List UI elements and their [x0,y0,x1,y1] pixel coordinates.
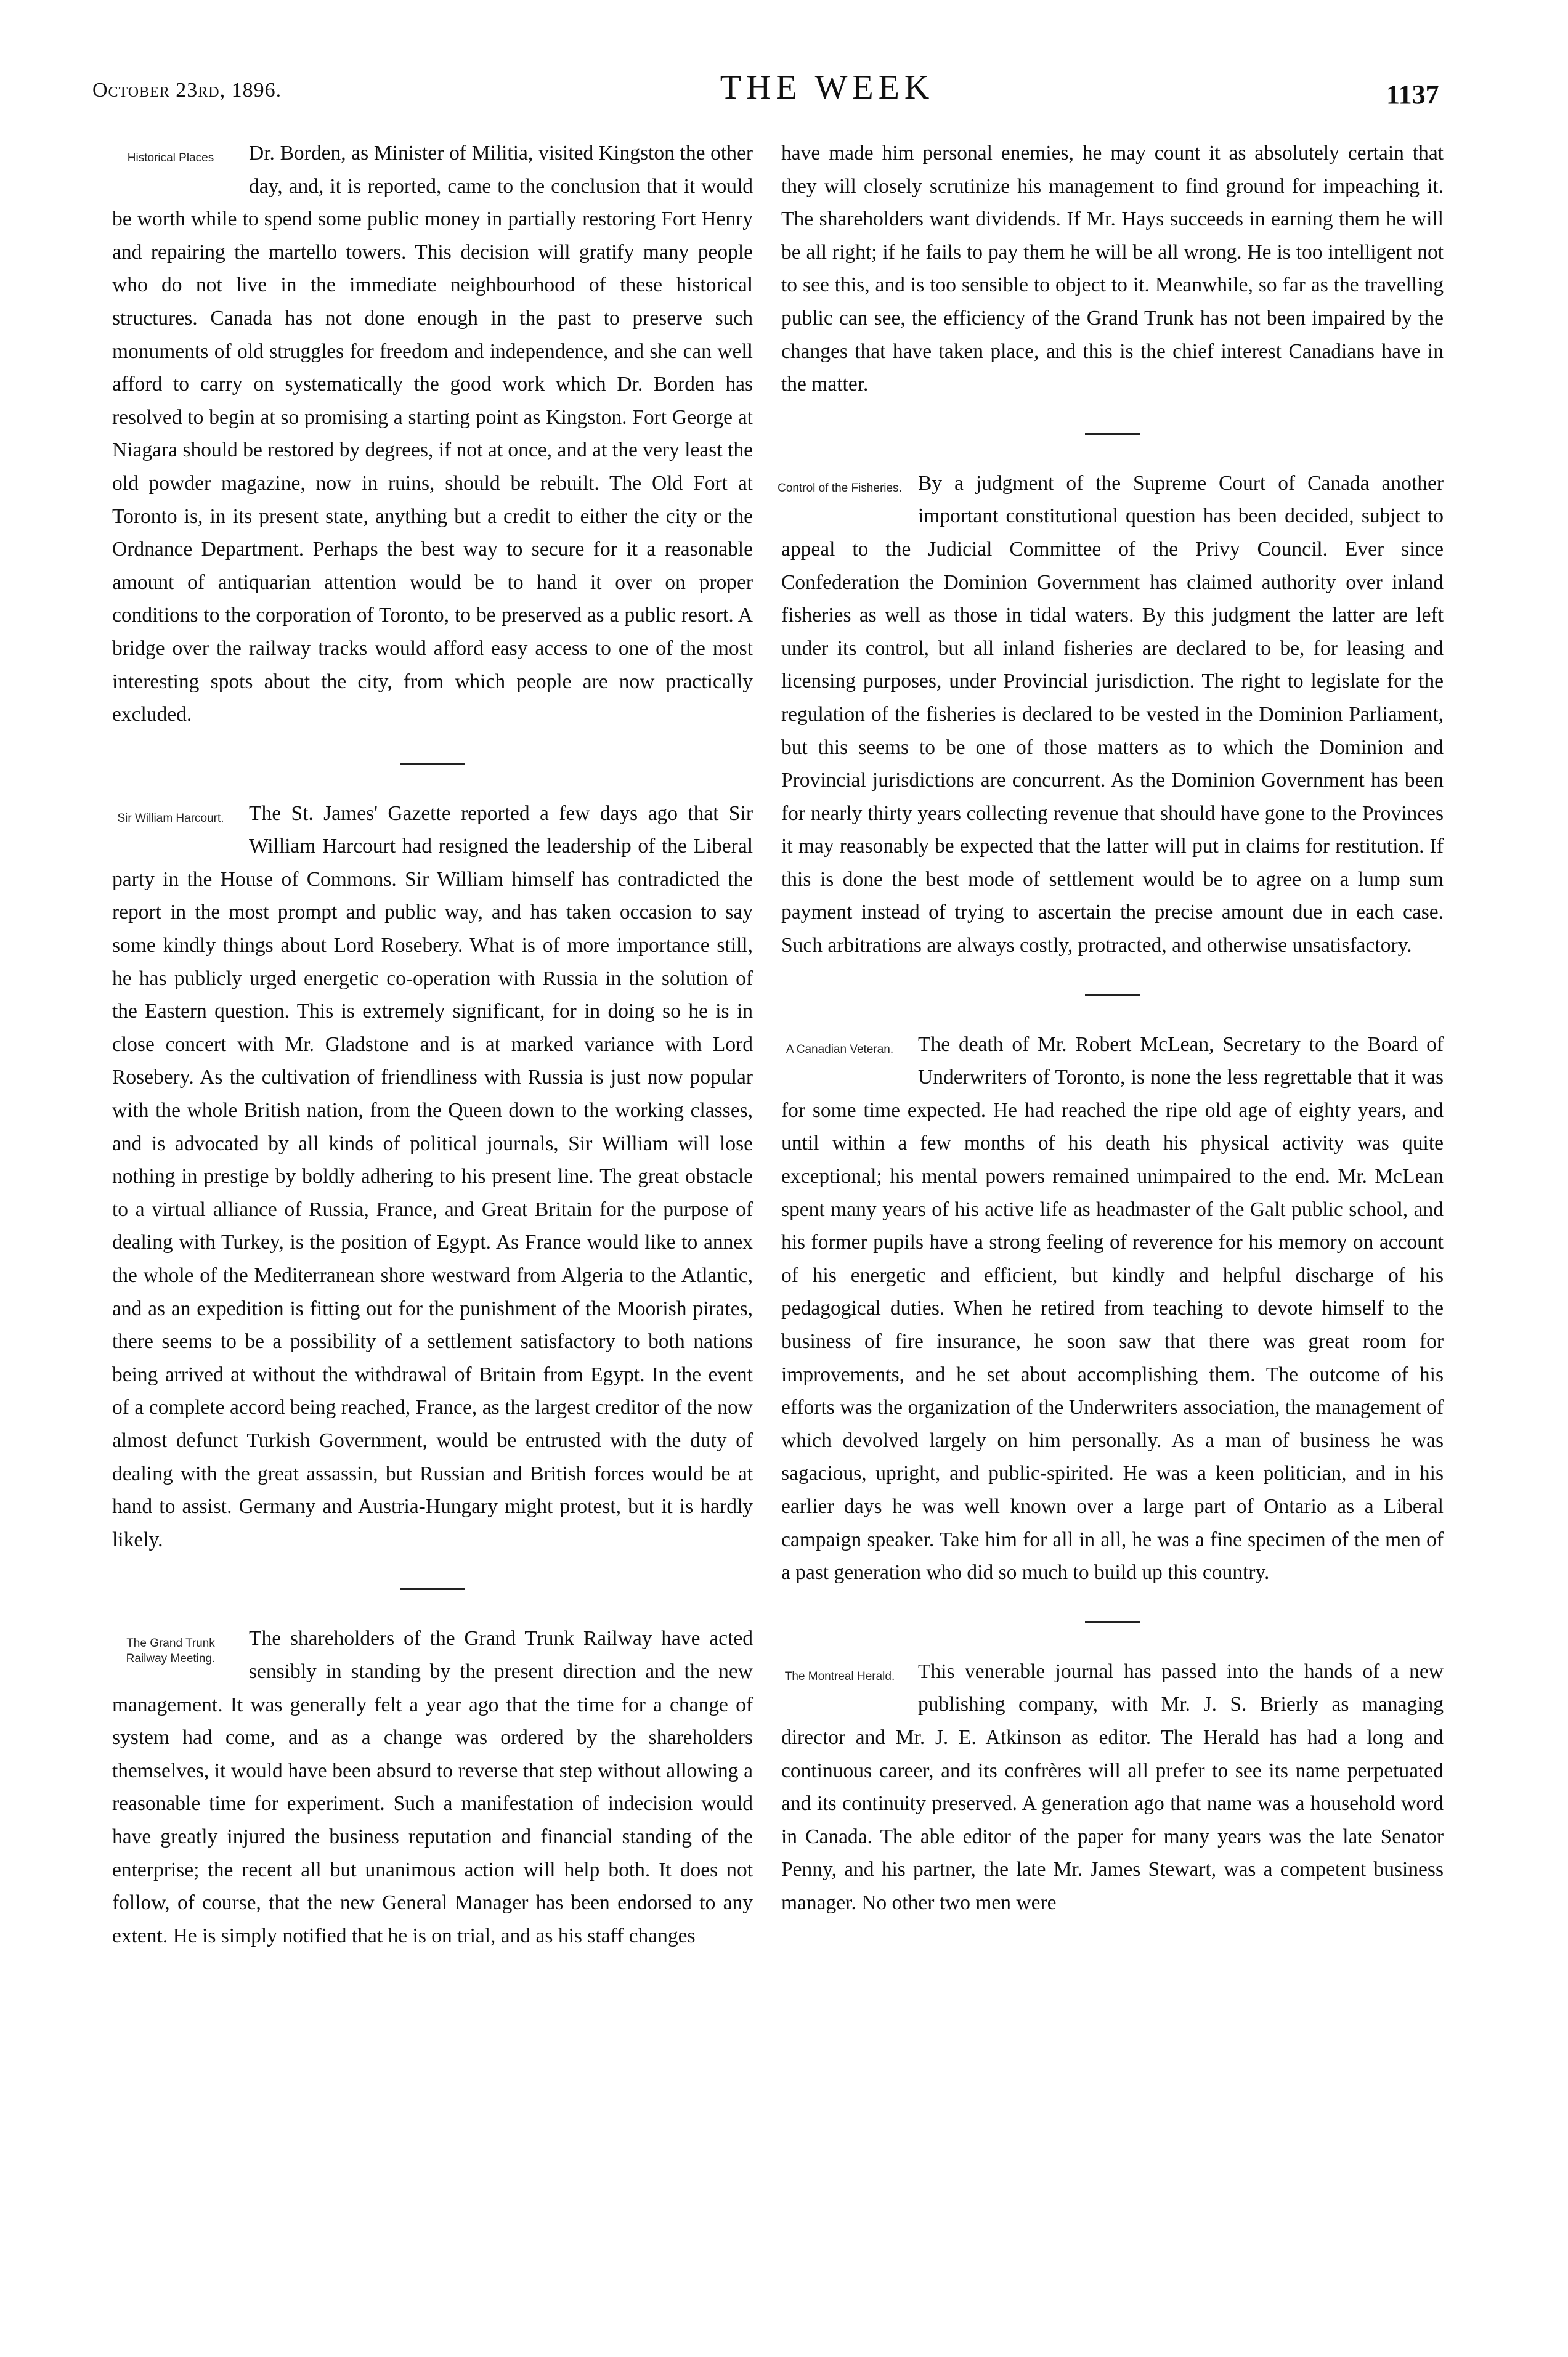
side-heading: The Grand Trunk Railway Meeting. [126,1637,216,1666]
article-text: By a judgment of the Supreme Court of Canada another important constitutional question has been decided, subject to appeal to the Judicial Committee of the Privy Council. Ever since Confederation the Dominion Government has claimed authority over inland fisheries as well as those in tidal waters. By this judgment the latter are left under its control, but all inland fisheries are declared to be, for leasing and licensing purposes, under Provincial jurisdiction. The right to legislate for the regulation of the fisheries is declared to be vested in the Dominion Parliament, but this seems to be one of those matters as to which the Dominion and Provincial jurisdictions are concurrent. As the Dominion Government has been for nearly thirty years collecting revenue that should have gone to the Provinces it may reasonably be expected that the latter will put in claims for restitution. If this is done the best mode of settlement would be to agree on a lump sum payment instead of trying to ascertain the precise amount due in each case. Such arbitrations are always costly, protracted, and otherwise unsatisfactory. [781,471,1444,957]
issue-date: October 23rd, 1896. [92,79,282,102]
article-montreal-herald [781,1655,1444,1920]
article-text: have made him personal enemies, he may count it as absolutely certain that they will closely scrutinize his management to find ground for impeaching it. The shareholders want dividends. If Mr. Hays succeeds in earning them he will be all right; if he fails to pay them he will be all wrong. He is too intelligent not to see this, and is too sensible to object to it. Meanwhile, so far as the travelling public can see, the efficiency of the Grand Trunk has not been impaired by the changes that have taken place, and this is the chief interest Canadians have in the matter. [781,142,1444,396]
article-grand-trunk-meeting [112,1622,753,1952]
article-text: The death of Mr. Robert McLean, Secretary to the Board of Underwriters of Toronto, is none the less regrettable that it was for some time expected. He had reached the ripe old age of eighty years, and until within a few months of his death his physical activity was quite exceptional; his mental powers remained unimpaired to the end. Mr. McLean spent many years of his active life as headmaster of the Galt public school, and his former pupils have a strong feeling of reverence for his memory on account of his energetic and efficient, but kindly and helpful discharge of his pedagogical duties. When he retired from teaching to devote himself to the business of fire insurance, he soon saw that there was great room for improvements, and he set about accomplishing them. The outcome of his efforts was the organization of the Underwriters association, the management of which devolved largely on him personally. As a man of business he was sagacious, upright, and public-spirited. He was a keen politician, and in his earlier days he was well known over a large part of Ontario as a Liberal campaign speaker. Take him for all in all, he was a fine specimen of the men of a past generation who did so much to build up this country. [781,1032,1444,1584]
side-heading: A Canadian Veteran. [786,1042,894,1056]
left-column [112,137,753,1984]
side-heading: Sir William Harcourt. [117,811,224,825]
article-text: The St. James' Gazette reported a few days ago that Sir William Harcourt had resigned the leadership of the Liberal party in the House of Commons. Sir William himself has contradicted the report in the most prompt and public way, and has taken occasion to say some kindly things about Lord Rosebery. What is of more importance still, he has publicly urged energetic co-operation with Russia in the solution of the Eastern question. This is extremely significant, for in doing so he is in close concert with Mr. Gladstone and is at marked variance with Lord Rosebery. As the cultivation of friendliness with Russia is just now popular with the whole British nation, from the Queen down to the working classes, and is advocated by all kinds of political journals, Sir William will lose nothing in prestige by boldly adhering to his present line. The great obstacle to a virtual alliance of Russia, France, and Great Britain for the purpose of dealing with Turkey, is the position of Egypt. As France would like to annex the whole of the Mediterranean shore westward from Algeria to the Atlantic, and as an expedition is fitting out for the punishment of the Moorish pirates, there seems to be a possibility of a settlement satisfactory to both nations being arrived at without the withdrawal of Britain from Egypt. In the event of a complete accord being reached, France, as the largest creditor of the now almost defunct Turkish Government, would be entrusted with the duty of dealing with the great assassin, but Russian and British forces would be at hand to assist. Germany and Austria-Hungary might protest, but it is hardly likely. [112,801,753,1551]
article-text: The shareholders of the Grand Trunk Railway have acted sensibly in standing by the present direction and the new management. It was generally felt a year ago that the time for a change of system had come, and as a change was ordered by the shareholders themselves, it would have been absurd to reverse that step without allowing a reasonable time for experiment. Such a manifestation of indecision would have greatly injured the business reputation and financial standing of the enterprise; the recent all but unanimous action will help both. It does not follow, of course, that the new General Manager has been endorsed to any extent. He is simply notified that he is on trial, and as his staff changes [112,1627,753,1947]
side-heading: Control of the Fisheries. [778,481,902,495]
article-control-of-fisheries [778,467,1444,962]
section-divider [1085,433,1140,435]
page-number: 1137 [1386,79,1439,110]
article-sir-william-harcourt [112,797,753,1557]
article-text: This venerable journal has passed into the hands of a new publishing company, with Mr. J. S. Brierly as managing director and Mr. J. E. Atkinson as editor. The Herald has had a long and continuous career, and its confrères will all prefer to see its name perpetuated and its continuity preserved. A generation ago that name was a household word in Canada. The able editor of the paper for many years was the late Senator Penny, and his partner, the late Mr. James Stewart, was a competent business manager. No other two men were [781,1660,1444,1914]
article-canadian-veteran [781,1028,1444,1589]
side-heading: The Montreal Herald. [784,1669,895,1683]
section-divider [400,763,465,765]
masthead-title: THE WEEK [720,68,935,107]
section-divider [400,1588,465,1590]
section-divider [1085,1621,1140,1623]
article-grand-trunk-continued [781,137,1444,401]
article-historical-places [112,137,753,731]
section-divider [1085,994,1140,996]
right-column [778,137,1444,1952]
side-heading: Historical Places [127,152,214,164]
article-text: Dr. Borden, as Minister of Militia, visited Kingston the other day, and, it is reported, came to the conclusion that it would be worth while to spend some public money in partially restoring Fort Henry and repairing the martello towers. This decision will gratify many people who do not live in the immediate neighbourhood of these historical structures. Canada has not done enough in the past to preserve such monuments of old struggles for freedom and independence, and she can well afford to carry on systematically the good work which Dr. Borden has resolved to begin at so promising a starting point as Kingston. Fort George at Niagara should be restored by degrees, if not at once, and at the very least the old powder magazine, now in ruins, should be rebuilt. The Old Fort at Toronto is, in its present state, anything but a credit to either the city or the Ordnance Department. Perhaps the best way to secure for it a reasonable amount of antiquarian attention would be to hand it over on proper conditions to the corporation of Toronto, to be preserved as a public resort. A bridge over the railway tracks would afford easy access to one of the most interesting spots about the city, from which people are now practically excluded. [112,142,753,726]
